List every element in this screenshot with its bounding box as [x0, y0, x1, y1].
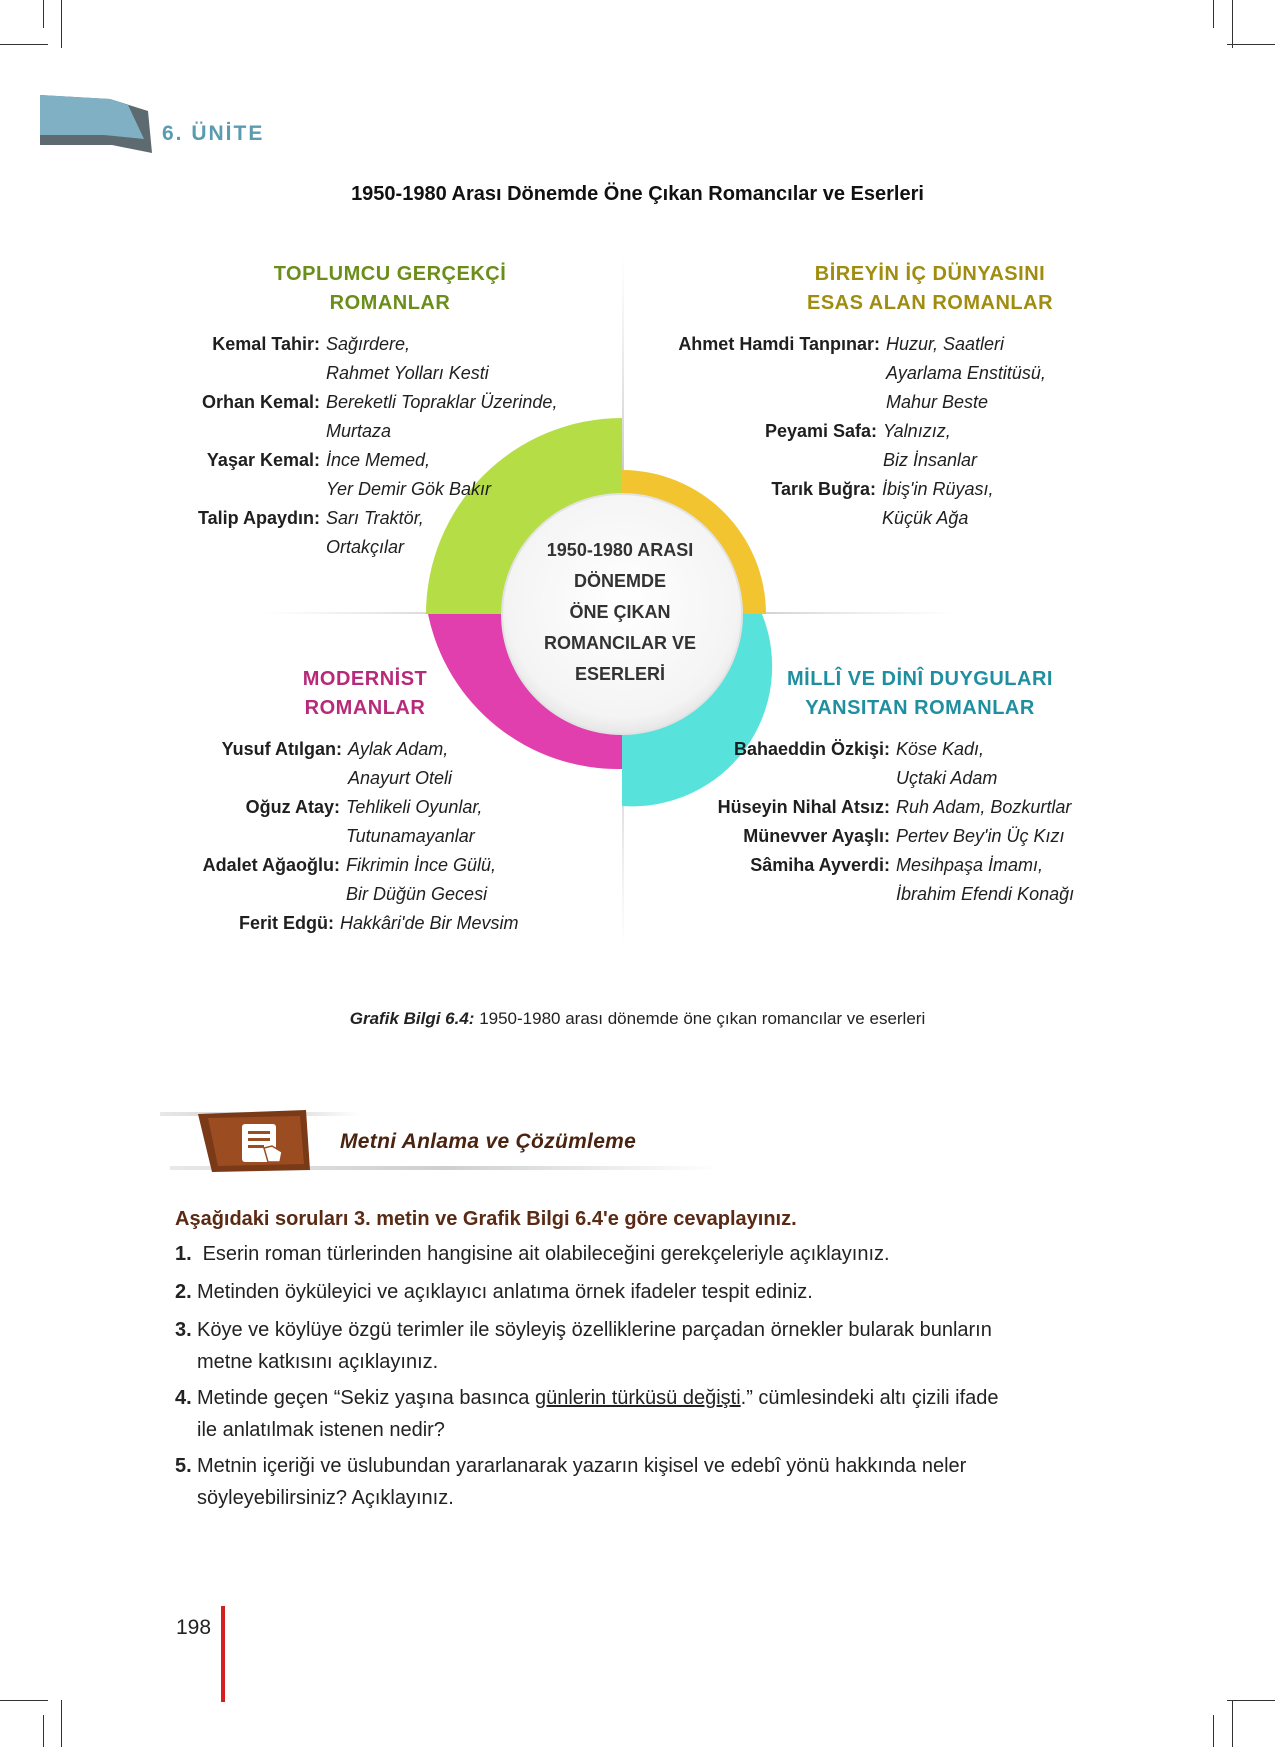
- question-number: 5.: [175, 1455, 192, 1477]
- author-works: [340, 909, 518, 938]
- question-item: [175, 1382, 1095, 1446]
- author-name: Sâmiha Ayverdi:: [750, 855, 890, 875]
- author-works: [346, 851, 496, 909]
- crop-mark: [1227, 1700, 1275, 1701]
- author-name: Tarık Buğra:: [771, 479, 876, 499]
- author-name: Hüseyin Nihal Atsız:: [717, 797, 890, 817]
- work-title: Sarı Traktör,: [326, 508, 424, 528]
- author-entry: [160, 793, 518, 851]
- caption-text: 1950-1980 arası dönemde öne çıkan romancılar ve eserleri: [474, 1009, 926, 1028]
- author-entry: [640, 822, 1074, 851]
- quadrant-entries-top-right: [640, 330, 1046, 533]
- question-item: [175, 1314, 1095, 1378]
- work-title: Anayurt Oteli: [348, 768, 453, 788]
- question-text: Köye ve köylüye özgü terimler ile söyleyiş özelliklerine parçadan örnekler bularak bunların: [197, 1319, 992, 1341]
- quadrant-title-top-right: [760, 260, 1100, 318]
- work-title: Köse Kadı,: [896, 739, 985, 759]
- quadrant-title-line: YANSITAN ROMANLAR: [805, 697, 1035, 719]
- figure-caption: [0, 1009, 1275, 1029]
- author-entry: [160, 446, 557, 504]
- question-item: [175, 1238, 1095, 1270]
- quadrant-entries-top-left: [160, 330, 557, 562]
- work-title: Mahur Beste: [886, 392, 989, 412]
- author-entry: [160, 388, 557, 446]
- author-works: [896, 735, 997, 793]
- document-hand-icon: [242, 1124, 282, 1162]
- author-name: Ferit Edgü:: [239, 913, 334, 933]
- author-name: Peyami Safa:: [764, 421, 877, 441]
- author-name: Adalet Ağaoğlu:: [202, 855, 340, 875]
- work-title: Uçtaki Adam: [896, 768, 998, 788]
- work-title: Tutunamayanlar: [346, 826, 475, 846]
- work-title: Ortakçılar: [326, 537, 405, 557]
- work-title: Biz İnsanlar: [883, 450, 978, 470]
- question-number: 1.: [175, 1243, 192, 1265]
- author-name: Oğuz Atay:: [245, 797, 340, 817]
- crop-mark: [0, 44, 48, 45]
- author-entry: [640, 417, 1046, 475]
- work-title: Fikrimin İnce Gülü,: [346, 855, 497, 875]
- author-works: [882, 475, 993, 533]
- author-name: Talip Apaydın:: [197, 508, 320, 528]
- work-title: Mesihpaşa İmamı,: [896, 855, 1044, 875]
- quadrant-title-line: ROMANLAR: [304, 697, 426, 719]
- author-entry: [160, 330, 557, 388]
- crop-mark: [1213, 1715, 1214, 1747]
- center-text-line: 1950-1980 ARASI: [546, 540, 694, 560]
- author-entry: [160, 851, 518, 909]
- quadrant-title-line: ROMANLAR: [329, 292, 451, 314]
- instruction: Aşağıdaki soruları 3. metin ve Grafik Bilgi 6.4'e göre cevaplayınız.: [175, 1208, 797, 1230]
- question-text: Metnin içeriği ve üslubundan yararlanarak yazarın kişisel ve edebî yönü hakkında neler: [197, 1455, 967, 1477]
- crop-mark: [43, 0, 44, 28]
- author-entry: [640, 475, 1046, 533]
- work-title: İbiş'in Rüyası,: [882, 479, 994, 499]
- crop-mark: [0, 1700, 48, 1701]
- quadrant-entries-bottom-left: [160, 735, 518, 938]
- author-entry: [160, 504, 557, 562]
- crop-mark: [1227, 44, 1275, 45]
- center-text-line: ROMANCILAR VE: [544, 633, 696, 653]
- work-title: Huzur, Saatleri: [886, 334, 1005, 354]
- question-text: .” cümlesindeki altı çizili ifade: [740, 1387, 999, 1409]
- quadrant-title-line: BİREYİN İÇ DÜNYASINI: [814, 263, 1046, 285]
- quadrant-title-line: ESAS ALAN ROMANLAR: [806, 292, 1054, 314]
- question-text: ile anlatılmak istenen nedir?: [197, 1419, 445, 1441]
- work-title: Küçük Ağa: [882, 508, 969, 528]
- author-works: [348, 735, 452, 793]
- work-title: Yer Demir Gök Bakır: [326, 479, 492, 499]
- work-title: İbrahim Efendi Konağı: [896, 884, 1075, 904]
- author-name: Kemal Tahir:: [212, 334, 320, 354]
- unit-label: 6. ÜNİTE: [162, 122, 265, 145]
- author-works: [896, 851, 1074, 909]
- quadrant-title-bottom-left: [240, 665, 490, 723]
- work-title: Yalnızız,: [883, 421, 951, 441]
- quadrant-title-top-left: [240, 260, 540, 318]
- author-works: [326, 504, 424, 562]
- figure-title: 1950-1980 Arası Dönemde Öne Çıkan Romancılar ve Eserleri: [351, 183, 924, 205]
- author-works: [326, 330, 489, 388]
- work-title: Bereketli Topraklar Üzerinde,: [326, 392, 558, 412]
- quadrant-title-line: MODERNİST: [302, 668, 428, 690]
- author-works: [896, 822, 1065, 851]
- work-title: Ruh Adam, Bozkurtlar: [896, 797, 1072, 817]
- work-title: Murtaza: [326, 421, 392, 441]
- author-works: [326, 446, 491, 504]
- author-works: [326, 388, 557, 446]
- author-works: [883, 417, 977, 475]
- work-title: İnce Memed,: [326, 450, 431, 470]
- author-entry: [640, 735, 1074, 793]
- center-text-line: ÖNE ÇIKAN: [569, 602, 671, 622]
- quadrant-entries-bottom-right: [640, 735, 1074, 909]
- question-item: [175, 1276, 1095, 1308]
- question-text: Metinde geçen “Sekiz yaşına basınca: [197, 1387, 535, 1409]
- section-title: Metni Anlama ve Çözümleme: [340, 1130, 637, 1153]
- author-works: [346, 793, 482, 851]
- work-title: Sağırdere,: [326, 334, 411, 354]
- work-title: Hakkâri'de Bir Mevsim: [340, 913, 519, 933]
- author-name: Yaşar Kemal:: [206, 450, 320, 470]
- question-text: Metinden öyküleyici ve açıklayıcı anlatıma örnek ifadeler tespit ediniz.: [197, 1281, 813, 1303]
- question-text: söyleyebilirsiniz? Açıklayınız.: [197, 1487, 454, 1509]
- crop-mark: [1213, 0, 1214, 28]
- question-number: 3.: [175, 1319, 192, 1341]
- work-title: Bir Düğün Gecesi: [346, 884, 488, 904]
- quadrant-title-line: TOPLUMCU GERÇEKÇİ: [273, 263, 507, 285]
- question-number: 4.: [175, 1387, 192, 1409]
- author-entry: [160, 735, 518, 793]
- center-text-line: DÖNEMDE: [573, 571, 666, 591]
- center-text-line: ESERLERİ: [574, 664, 666, 684]
- caption-label: Grafik Bilgi 6.4:: [349, 1009, 475, 1028]
- work-title: Pertev Bey'in Üç Kızı: [896, 826, 1065, 846]
- crop-mark: [1232, 1700, 1233, 1747]
- work-title: Ayarlama Enstitüsü,: [886, 363, 1046, 383]
- author-name: Ahmet Hamdi Tanpınar:: [678, 334, 880, 354]
- quadrant-title-line: MİLLÎ VE DİNÎ DUYGULARI: [787, 668, 1053, 690]
- question-text: Eserin roman türlerinden hangisine ait olabileceğini gerekçeleriyle açıklayınız.: [202, 1243, 890, 1265]
- author-works: [896, 793, 1071, 822]
- crop-mark: [61, 1700, 62, 1747]
- author-works: [886, 330, 1046, 417]
- unit-banner-graphic: [40, 95, 152, 153]
- page-number: 198: [176, 1616, 212, 1639]
- crop-mark: [61, 0, 62, 48]
- author-entry: [640, 793, 1074, 822]
- author-entry: [640, 851, 1074, 909]
- author-name: Bahaeddin Özkişi:: [733, 739, 890, 759]
- author-name: Münevver Ayaşlı:: [743, 826, 890, 846]
- crop-mark: [1232, 0, 1233, 48]
- page-number-bar: [221, 1606, 225, 1702]
- author-entry: [160, 909, 518, 938]
- work-title: Aylak Adam,: [348, 739, 449, 759]
- author-name: Orhan Kemal:: [201, 392, 320, 412]
- question-text: metne katkısını açıklayınız.: [197, 1351, 439, 1373]
- work-title: Rahmet Yolları Kesti: [326, 363, 489, 383]
- underlined-phrase: günlerin türküsü değişti: [534, 1387, 741, 1409]
- author-name: Yusuf Atılgan:: [221, 739, 342, 759]
- author-entry: [640, 330, 1046, 417]
- quadrant-title-bottom-right: [770, 665, 1070, 723]
- crop-mark: [43, 1715, 44, 1747]
- question-item: [175, 1450, 1095, 1514]
- question-number: 2.: [175, 1281, 192, 1303]
- work-title: Tehlikeli Oyunlar,: [346, 797, 483, 817]
